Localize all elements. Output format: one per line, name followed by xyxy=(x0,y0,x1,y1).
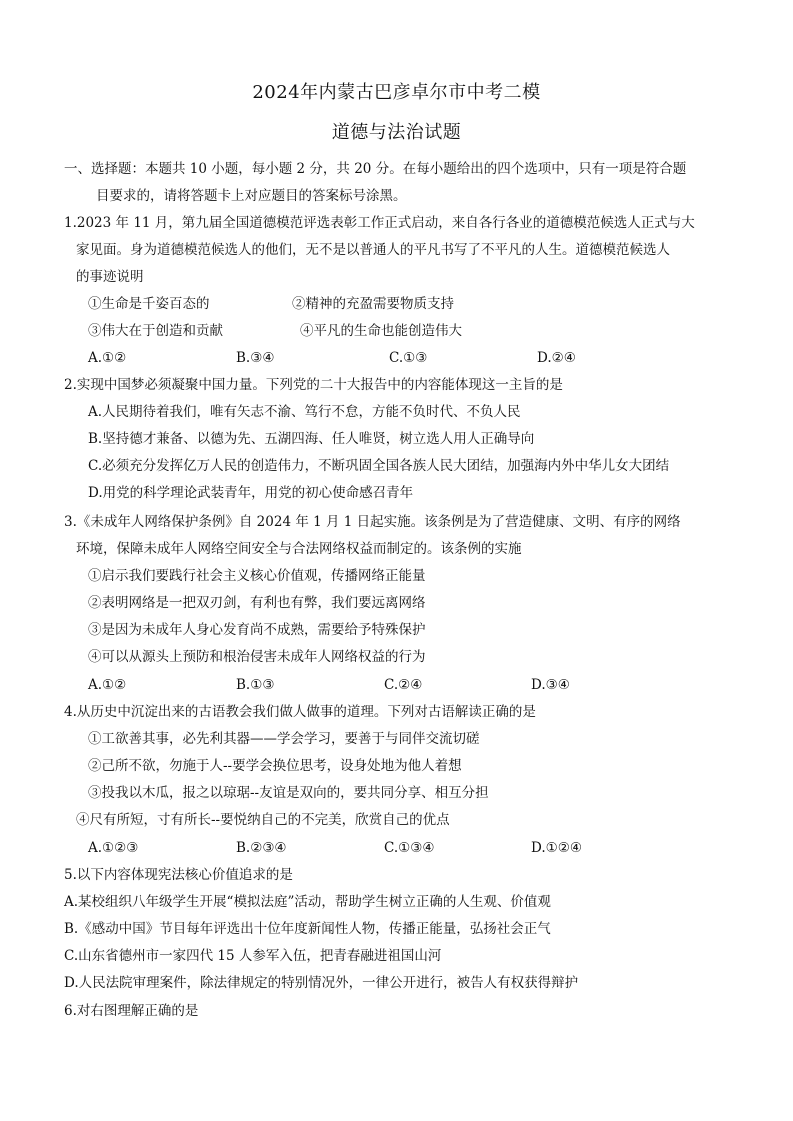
q4-options xyxy=(88,838,728,858)
q3-stem-line-1: 3.《未成年人网络保护条例》自 2024 年 1 月 1 日起实施。该条例是为了营造健康、文明、有序的网络 xyxy=(64,514,681,530)
q5-option-a: A.某校组织八年级学生开展“模拟法庭”活动，帮助学生树立正确的人生观、价值观 xyxy=(64,894,551,910)
q4-statement-3: ③投我以木瓜，报之以琼琚--友谊是双向的，要共同分享、相互分担 xyxy=(88,785,489,801)
exam-title: 2024年内蒙古巴彦卓尔市中考二模 xyxy=(252,82,541,103)
q2-option-a: A.人民期待着我们，唯有矢志不渝、笃行不怠，方能不负时代、不负人民 xyxy=(88,404,521,420)
q4-statement-4: ④尺有所短，寸有所长--要悦纳自己的不完美，欣赏自己的优点 xyxy=(76,812,450,828)
q1-option-b: B.③④ xyxy=(236,350,275,366)
q1-statement-1: ①生命是千姿百态的 xyxy=(88,296,210,312)
q3-option-d: D.③④ xyxy=(531,677,570,693)
q4-statement-2: ②己所不欲，勿施于人--要学会换位思考，设身处地为他人着想 xyxy=(88,758,462,774)
q5-option-b: B.《感动中国》节目每年评选出十位年度新闻性人物，传播正能量，弘扬社会正气 xyxy=(64,921,551,937)
q3-statement-3: ③是因为未成年人身心发育尚不成熟，需要给予特殊保护 xyxy=(88,622,426,638)
q3-statement-4: ④可以从源头上预防和根治侵害未成年人网络权益的行为 xyxy=(88,649,426,665)
q1-option-a: A.①② xyxy=(88,350,127,366)
q6-stem: 6.对右图理解正确的是 xyxy=(64,1003,199,1019)
q4-stem: 4.从历史中沉淀出来的古语教会我们做人做事的道理。下列对古语解读正确的是 xyxy=(64,704,536,720)
q3-statement-2: ②表明网络是一把双刃剑，有利也有弊，我们要远离网络 xyxy=(88,595,426,611)
q1-option-c: C.①③ xyxy=(389,350,428,366)
q2-option-d: D.用党的科学理论武装青年，用党的初心使命感召青年 xyxy=(88,485,414,501)
q1-statement-3: ③伟大在于创造和贡献 xyxy=(88,323,223,339)
q4-option-b: B.②③④ xyxy=(236,840,287,856)
q2-option-b: B.坚持德才兼备、以德为先、五湖四海、任人唯贤，树立选人用人正确导向 xyxy=(88,431,535,447)
q3-stem-line-2: 环境，保障未成年人网络空间安全与合法网络权益而制定的。该条例的实施 xyxy=(76,541,522,557)
q1-stem-line-2: 家见面。身为道德模范候选人的他们，无不是以普通人的平凡书写了不平凡的人生。道德模范候选人 xyxy=(76,242,670,258)
q4-statement-1: ①工欲善其事，必先利其器——学会学习，要善于与同伴交流切磋 xyxy=(88,731,480,747)
q5-option-c: C.山东省德州市一家四代 15 人参军入伍，把青春融进祖国山河 xyxy=(64,948,442,964)
section-instruction-line-1: 一、选择题：本题共 10 小题，每小题 2 分，共 20 分。在每小题给出的四个选项中，只有一项是符合题 xyxy=(64,161,687,177)
q2-option-c: C.必须充分发挥亿万人民的创造伟力，不断巩固全国各族人民大团结，加强海内外中华儿女大团结 xyxy=(88,458,670,474)
q4-option-c: C.①③④ xyxy=(384,840,435,856)
q5-stem: 5.以下内容体现宪法核心价值追求的是 xyxy=(64,867,293,883)
q1-stem-line-3: 的事迹说明 xyxy=(76,269,144,285)
q3-option-b: B.①③ xyxy=(236,677,275,693)
q1-options xyxy=(88,348,728,368)
exam-subtitle: 道德与法治试题 xyxy=(331,122,462,143)
q3-options xyxy=(88,675,728,695)
q1-option-d: D.②④ xyxy=(537,350,576,366)
q3-statement-1: ①启示我们要践行社会主义核心价值观，传播网络正能量 xyxy=(88,568,426,584)
q4-option-a: A.①②③ xyxy=(88,840,139,856)
q1-statement-2: ②精神的充盈需要物质支持 xyxy=(292,296,454,312)
section-instruction-line-2: 目要求的，请将答题卡上对应题目的答案标号涂黑。 xyxy=(96,188,407,204)
q2-stem: 2.实现中国梦必须凝聚中国力量。下列党的二十大报告中的内容能体现这一主旨的是 xyxy=(64,377,563,393)
q3-option-c: C.②④ xyxy=(384,677,423,693)
q1-stem-line-1: 1.2023 年 11 月，第九届全国道德模范评选表彰工作正式启动，来自各行各业的道德模范候选人正式与大 xyxy=(64,215,695,231)
q1-statement-4: ④平凡的生命也能创造伟大 xyxy=(300,323,462,339)
q3-option-a: A.①② xyxy=(88,677,127,693)
q5-option-d: D.人民法院审理案件，除法律规定的特别情况外，一律公开进行，被告人有权获得辩护 xyxy=(64,975,579,991)
q4-option-d: D.①②④ xyxy=(531,840,582,856)
